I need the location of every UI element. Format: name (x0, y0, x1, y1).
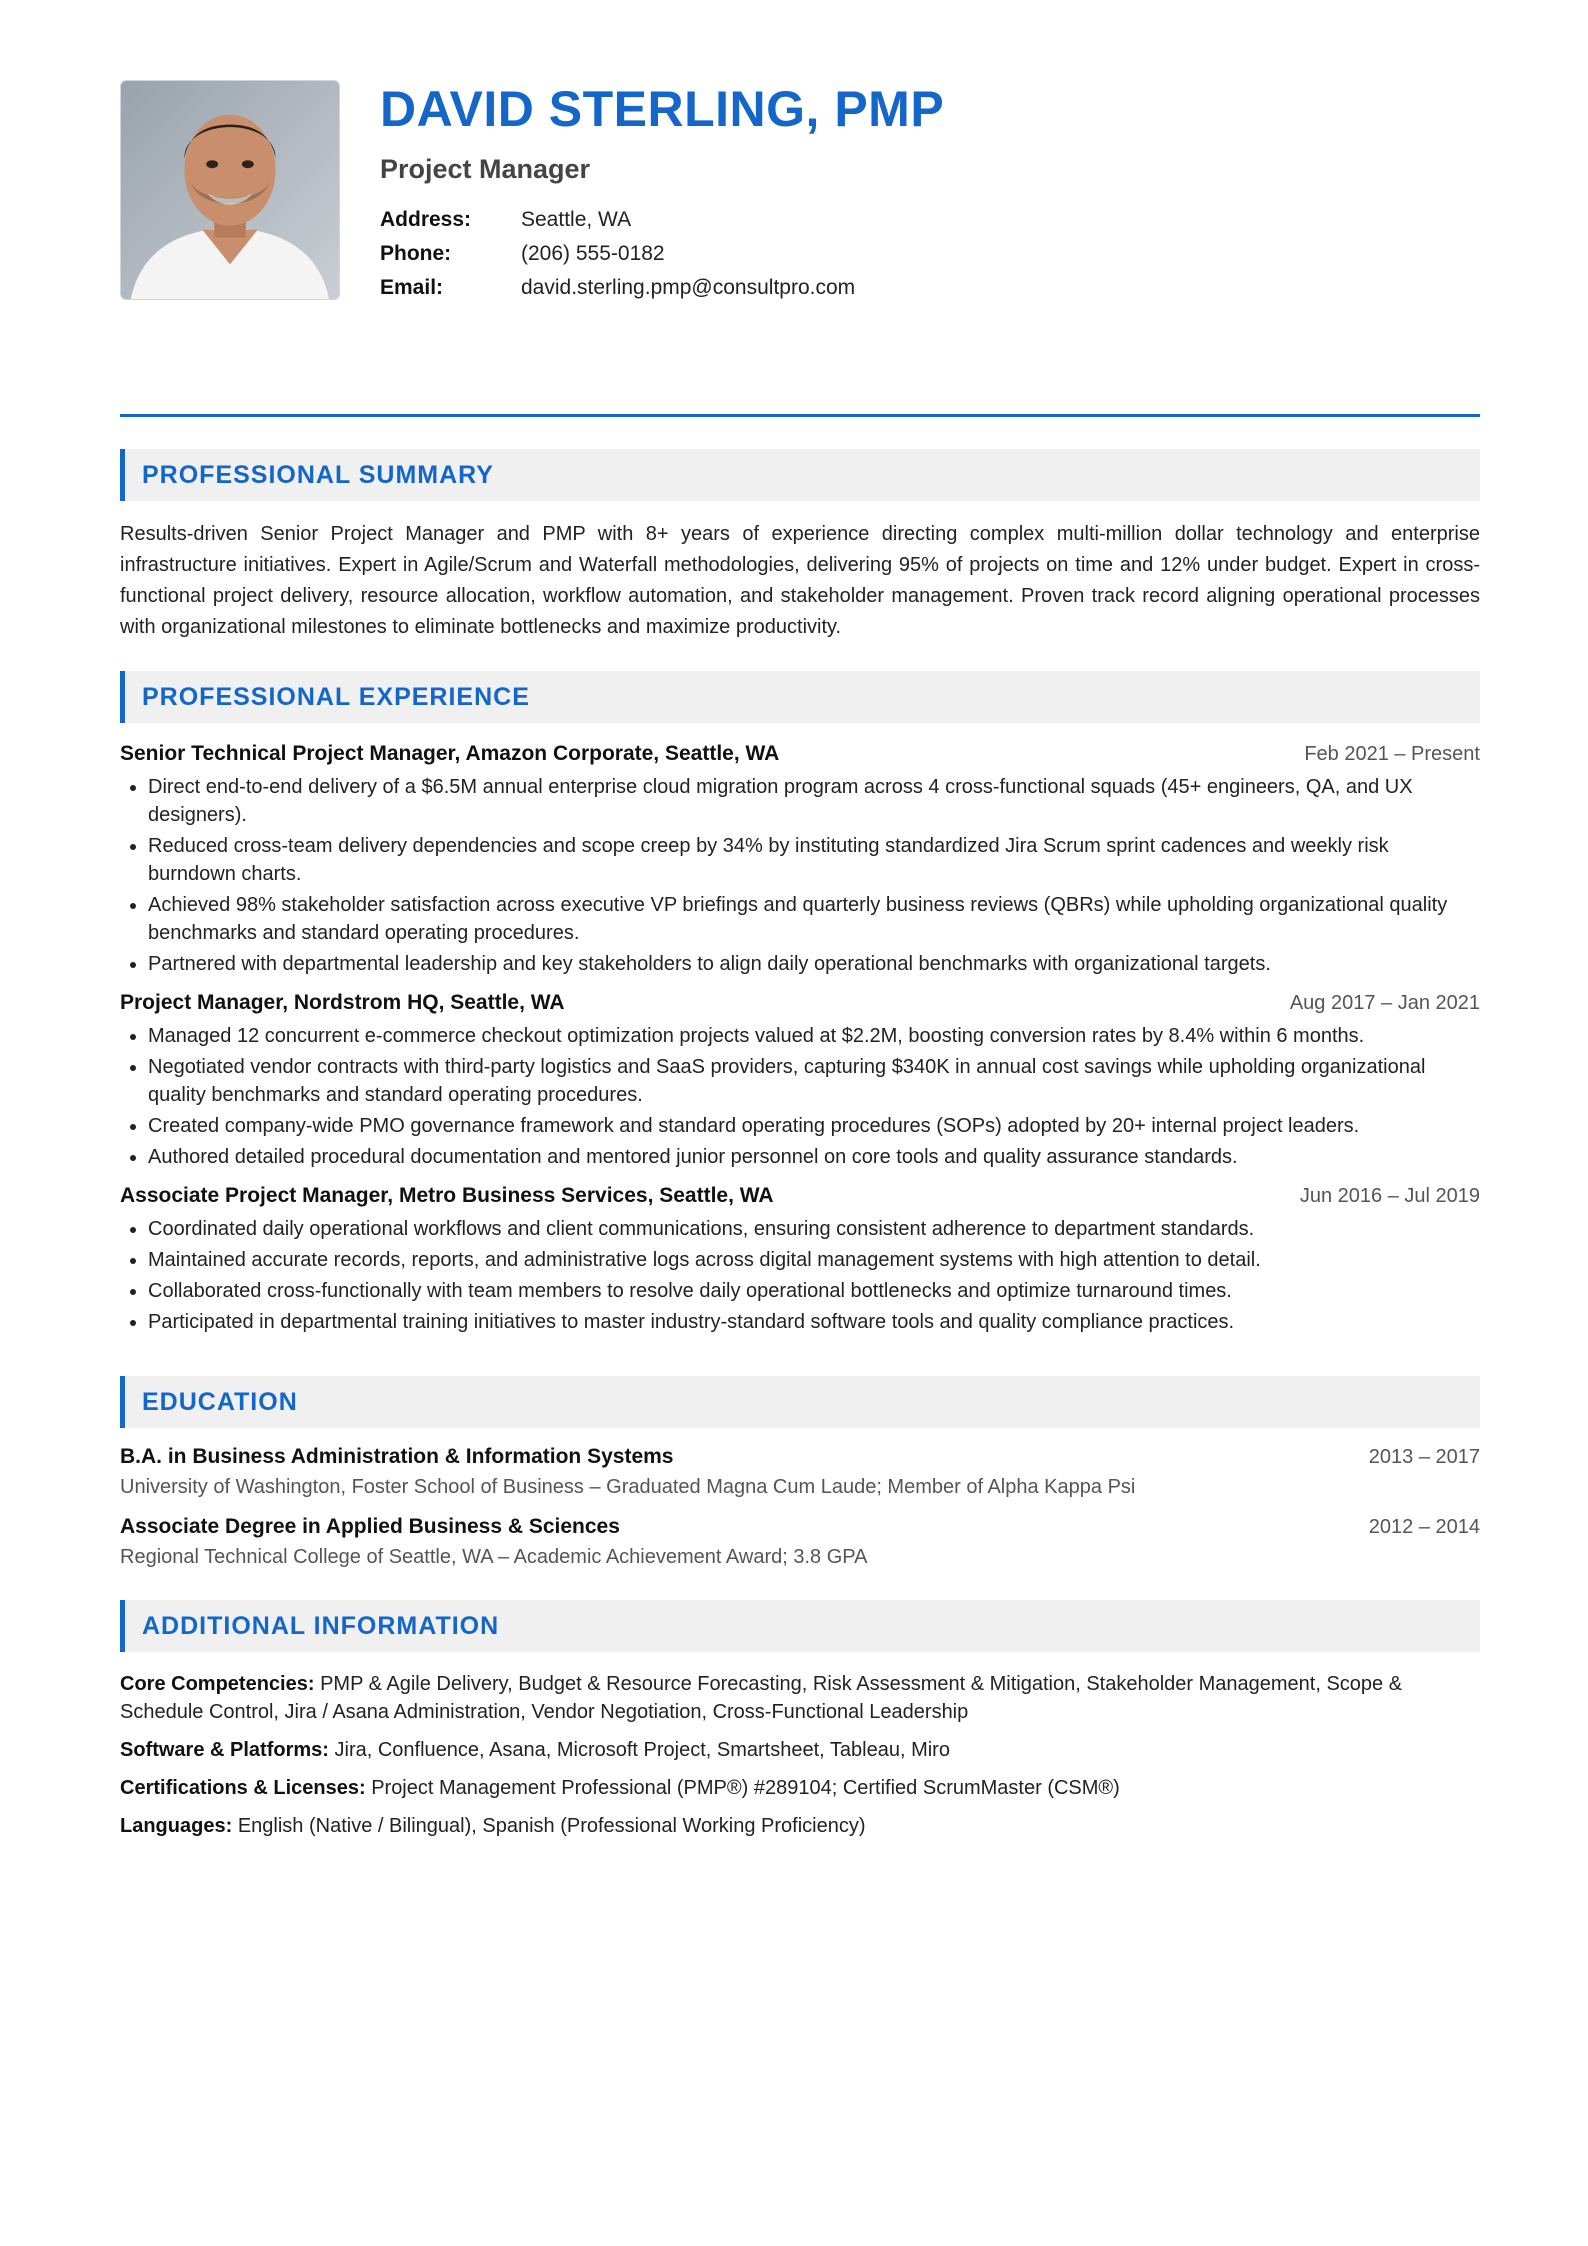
bullet-item: • Coordinated daily operational workflows and client communications, ensuring consistent adherence to department standards. (148, 1215, 1480, 1243)
additional-info (120, 1670, 1480, 1840)
section-header-education (120, 1376, 1480, 1428)
experience-heading (120, 988, 1480, 1018)
education-item (120, 1442, 1480, 1502)
contact-value: Seattle, WA (521, 208, 632, 231)
info-row-competencies (120, 1670, 1480, 1726)
contact-value: (206) 555-0182 (521, 242, 665, 265)
bullet-item: • Participated in departmental training initiatives to master industry-standard software tools and quality compliance practices. (148, 1308, 1480, 1336)
bullet-item: • Direct end-to-end delivery of a $6.5M annual enterprise cloud migration program across 4 cross-functional squads (45+ engineers, QA, and UX designers). (148, 773, 1480, 829)
info-label: Languages: (120, 1815, 233, 1837)
info-value: Project Management Professional (PMP®) #289104; Certified ScrumMaster (CSM®) (371, 1777, 1120, 1799)
contact-block (380, 203, 944, 305)
contact-row-address (380, 203, 944, 237)
experience-bullets (120, 773, 1480, 978)
info-row-software (120, 1736, 1480, 1764)
education-date: 2012 – 2014 (1368, 1516, 1480, 1538)
education-degree: Associate Degree in Applied Business & Sciences (120, 1515, 620, 1538)
profile-photo (120, 80, 340, 300)
contact-label: Address: (380, 208, 472, 231)
experience-item (120, 988, 1480, 1171)
bullet-item: • Collaborated cross-functionally with team members to resolve daily operational bottlenecks and optimize turnaround times. (148, 1277, 1480, 1305)
experience-role: Associate Project Manager, Metro Business Services, Seattle, WA (120, 1184, 774, 1207)
summary-text: Results-driven Senior Project Manager and PMP with 8+ years of experience directing complex multi-million dollar technology and enterprise infrastructure initiatives. Expert in Agile/Scrum and Waterfall methodologies, delivering 95% of projects on time and 12% under budget. Expert in cross-functional project delivery, resource allocation, workflow automation, and stakeholder management. Proven track record aligning operational processes with organizational milestones to eliminate bottlenecks and maximize productivity. (120, 523, 1480, 638)
experience-bullets (120, 1022, 1480, 1171)
resume-header (120, 80, 1480, 302)
education-detail: Regional Technical College of Seattle, WA – Academic Achievement Award; 3.8 GPA (120, 1546, 868, 1568)
experience-date: Jun 2016 – Jul 2019 (1299, 1185, 1480, 1207)
bullet-item: • Negotiated vendor contracts with third-party logistics and SaaS providers, capturing $340K in annual cost savings while upholding organizational quality benchmarks and standard operating procedures. (148, 1053, 1480, 1109)
section-title: ADDITIONAL INFORMATION (142, 1611, 500, 1640)
header-info (380, 80, 944, 305)
info-value: Jira, Confluence, Asana, Microsoft Project, Smartsheet, Tableau, Miro (334, 1739, 950, 1761)
experience-date: Feb 2021 – Present (1304, 743, 1480, 765)
experience-bullets (120, 1215, 1480, 1336)
education-item (120, 1512, 1480, 1572)
contact-row-email (380, 271, 944, 305)
bullet-item: • Maintained accurate records, reports, and administrative logs across digital management systems with high attention to detail. (148, 1246, 1480, 1274)
contact-value: david.sterling.pmp@consultpro.com (521, 276, 856, 299)
info-row-certifications (120, 1774, 1480, 1802)
candidate-title: Project Manager (380, 154, 591, 184)
education-degree: B.A. in Business Administration & Information Systems (120, 1445, 674, 1468)
info-label: Core Competencies: (120, 1673, 315, 1695)
bullet-item: • Reduced cross-team delivery dependencies and scope creep by 34% by instituting standardized Jira Scrum sprint cadences and weekly risk burndown charts. (148, 832, 1480, 888)
experience-heading (120, 739, 1480, 769)
section-header-experience (120, 671, 1480, 723)
education-date: 2013 – 2017 (1368, 1446, 1480, 1468)
info-label: Certifications & Licenses: (120, 1777, 366, 1799)
bullet-item: • Achieved 98% stakeholder satisfaction across executive VP briefings and quarterly business reviews (QBRs) while upholding organizational quality benchmarks and standard operating procedures. (148, 891, 1480, 947)
section-title: PROFESSIONAL SUMMARY (142, 460, 494, 489)
bullet-item: • Managed 12 concurrent e-commerce checkout optimization projects valued at $2.2M, boosting conversion rates by 8.4% within 6 months. (148, 1022, 1480, 1050)
bullet-item: • Created company-wide PMO governance framework and standard operating procedures (SOPs) adopted by 20+ internal project leaders. (148, 1112, 1480, 1140)
info-row-languages (120, 1812, 1480, 1840)
experience-item (120, 739, 1480, 978)
experience-role: Project Manager, Nordstrom HQ, Seattle, WA (120, 991, 565, 1014)
experience-item (120, 1181, 1480, 1336)
experience-role: Senior Technical Project Manager, Amazon Corporate, Seattle, WA (120, 742, 780, 765)
contact-row-phone (380, 237, 944, 271)
contact-label: Email: (380, 276, 444, 299)
candidate-name: DAVID STERLING, PMP (380, 81, 945, 137)
info-value: English (Native / Bilingual), Spanish (Professional Working Proficiency) (237, 1815, 866, 1837)
section-header-summary (120, 449, 1480, 501)
education-heading (120, 1512, 1480, 1542)
section-title: PROFESSIONAL EXPERIENCE (142, 682, 530, 711)
section-header-additional (120, 1600, 1480, 1652)
bullet-item: • Partnered with departmental leadership and key stakeholders to align daily operational benchmarks with organizational targets. (148, 950, 1480, 978)
info-value: PMP & Agile Delivery, Budget & Resource Forecasting, Risk Assessment & Mitigation, Stakeholder Management, Scope & Schedule Control, Jira / Asana Administration, Vendor Negotiation, Cross-Functional Leadership (120, 1673, 1403, 1723)
bullet-item: • Authored detailed procedural documentation and mentored junior personnel on core tools and quality assurance standards. (148, 1143, 1480, 1171)
education-heading (120, 1442, 1480, 1472)
education-detail: University of Washington, Foster School of Business – Graduated Magna Cum Laude; Member of Alpha Kappa Psi (120, 1476, 1136, 1498)
section-title: EDUCATION (142, 1387, 298, 1416)
info-label: Software & Platforms: (120, 1739, 329, 1761)
contact-label: Phone: (380, 242, 452, 265)
experience-heading (120, 1181, 1480, 1211)
header-divider (120, 414, 1480, 417)
experience-date: Aug 2017 – Jan 2021 (1289, 992, 1480, 1014)
